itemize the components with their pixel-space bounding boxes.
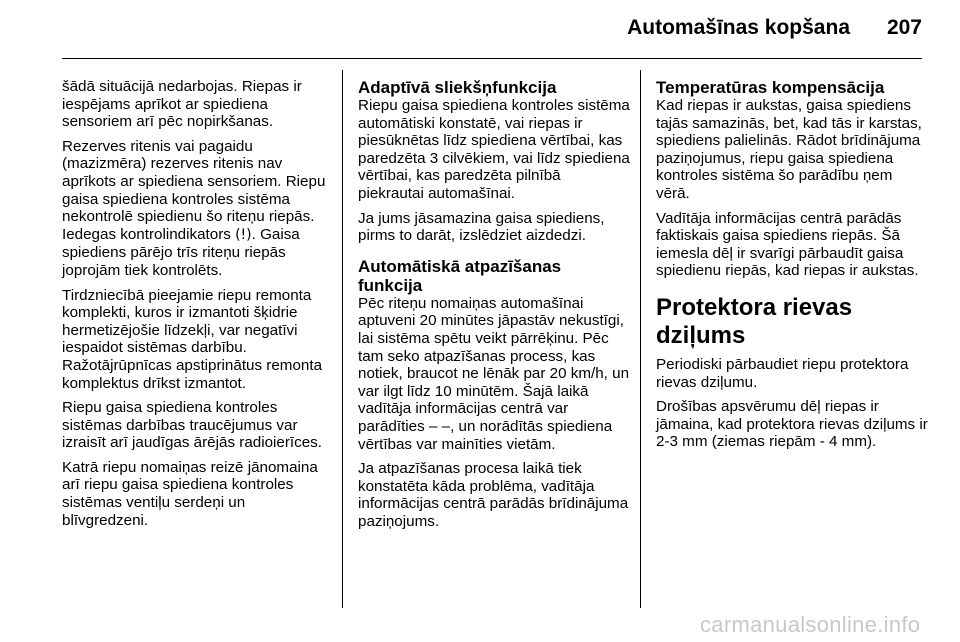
column-right — [656, 78, 928, 458]
paragraph: Riepu gaisa spiediena kontroles sistēmas darbības traucējumus var izraisīt arī jaudīgas ārējās radioierīces. — [62, 399, 322, 452]
section-heading: Automātiskā atpazīšanas funkcija — [358, 256, 562, 295]
column-divider-left — [342, 70, 343, 608]
paragraph: Periodiski pārbaudiet riepu protektora rievas dziļumu. — [656, 355, 909, 391]
paragraph: Pēc riteņu nomaiņas automašīnai aptuveni 20 minūtes jāpastāv nekustīgi, lai sistēma spētu veikt pārrēķinu. Pēc tam seko atpazīšanas process, kas notiek, braucot ne lēnāk par 20 km/h, un var ilgt līdz 10 minūtēm. Šajā laikā vadītāja informācijas centrā var parādīties – –, un norādītās spiediena vērtības var mainīties vietām. — [358, 294, 630, 453]
page-header — [62, 16, 922, 46]
chapter-title: Automašīnas kopšana — [627, 16, 850, 39]
paragraph: Riepu gaisa spiediena kontroles sistēma automātiski konstatē, vai riepas ir piesūknētas līdz spiediena vērtībai, kas paredzēta 3 cilvēkiem, vai līdz spiediena vērtībai, kas paredzēta pilnībā piekrautai automašīnai. — [358, 97, 630, 202]
paragraph: Katrā riepu nomaiņas reizē jānomaina arī riepu gaisa spiediena kontroles sistēmas ventiļu serdeņi un blīvgredzeni. — [62, 458, 318, 529]
paragraph: Ja jums jāsamazina gaisa spiediens, pirms to darāt, izslēdziet aizdedzi. — [358, 209, 605, 245]
paragraph: Ja atpazīšanas procesa laikā tiek konstatēta kāda problēma, vadītāja informācijas centrā parādās brīdinājuma paziņojums. — [358, 460, 629, 530]
section-heading: Temperatūras kompensācija — [656, 78, 885, 97]
column-left — [62, 78, 332, 536]
column-middle — [358, 78, 630, 537]
paragraph: Kad riepas ir aukstas, gaisa spiediens tajās samazinās, bet, kad tās ir karstas, spiediens palielinās. Rādot brīdinājuma paziņojumus, riepu gaisa spiediena kontroles sistēma šo parādību ņem vērā. — [656, 97, 922, 202]
paragraph: Tirdzniecībā pieejamie riepu remonta komplekti, kuros ir izmantoti šķidrie hermetizējošie līdzekļi, var negatīvi iespaidot sistēmas darbību. Ražotājrūpnīcas apstiprinātus remonta komplektus drīkst izmantot. — [62, 286, 323, 392]
paragraph: šādā situācijā nedarbojas. Riepas ir iespējams aprīkot ar spiediena sensoriem arī pēc nopirkšanas. — [62, 78, 302, 131]
page-number: 207 — [886, 16, 922, 39]
major-heading: Protektora rievas dziļums — [656, 293, 853, 349]
column-divider-right — [640, 70, 641, 608]
tyre-pressure-warning-icon: (!) — [235, 226, 252, 243]
paragraph: Vadītāja informācijas centrā parādās faktiskais gaisa spiediens riepās. Šā iemesla dēļ ir svarīgi pārbaudīt gaisa spiedienu riepās, kad riepas ir aukstas. — [656, 209, 919, 280]
header-rule — [62, 58, 922, 59]
section-heading: Adaptīvā sliekšņfunkcija — [358, 78, 557, 97]
watermark: carmanualsonline.info — [700, 612, 921, 637]
paragraph: Rezerves ritenis vai pagaidu (mazizmēra) rezerves ritenis nav aprīkots ar spiediena sensoriem. Riepu gaisa spiediena kontroles sistēma nekontrolē spiedienu šo riteņu riepās. Iedegas kontrolindikators (!). Gaisa spiediens pārējo trīs riteņu riepās joprojām tiek kontrolēts. — [62, 137, 326, 279]
paragraph: Drošības apsvērumu dēļ riepas ir jāmaina, kad protektora rievas dziļums ir 2-3 mm (ziemas riepām - 4 mm). — [656, 398, 928, 451]
dashes-display: – – — [428, 417, 451, 435]
